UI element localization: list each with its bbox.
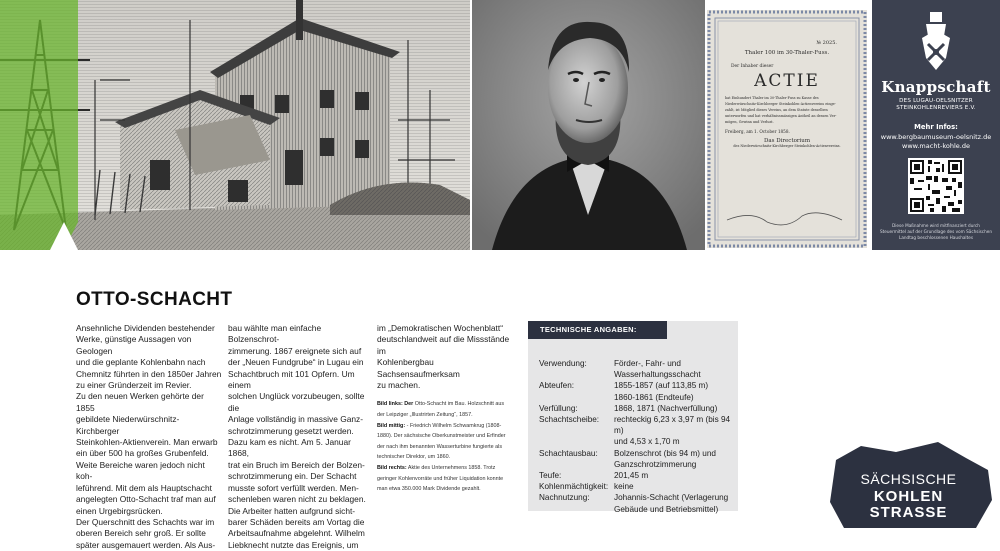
body-line: schrotzimmerung ein. Der Schacht	[228, 471, 357, 482]
body-line: schenleben waren nicht zu beklagen.	[228, 494, 366, 505]
share-title: ACTIE	[754, 71, 820, 91]
route-logo-line-1: SÄCHSISCHE	[860, 471, 957, 487]
funding-note-line: Steuermittel auf der Grundlage des vom Sächsischen	[880, 229, 992, 234]
route-logo-line-2: KOHLEN	[873, 488, 944, 505]
technical-data-label: Nachnutzung:	[539, 493, 590, 503]
body-line: Steinkohlen-Aktienverein. Man erwarb	[76, 437, 218, 448]
body-line: barer Schäden bereits am Vortag die	[228, 516, 365, 527]
caption-right	[377, 463, 517, 495]
technical-data-row	[539, 403, 735, 414]
technical-data-value-line: 1855-1857 (auf 113,85 m)	[614, 381, 709, 391]
body-line: zimmerung. 1867 ereignete sich auf	[228, 345, 362, 356]
technical-data-label: Schachtscheibe:	[539, 415, 600, 425]
technical-data-row	[539, 358, 735, 380]
technical-data-value	[614, 448, 735, 470]
page-title: OTTO-SCHACHT	[76, 289, 233, 310]
technical-data-row	[539, 414, 735, 448]
technical-data-value-line: Förder-, Fahr- und	[614, 359, 681, 368]
body-line: Chemnitz führten in den 1850er Jahren	[76, 368, 222, 379]
body-line: deutschlandweit auf die Missstände im	[377, 334, 510, 356]
caption-line: - Friedrich Wilhelm Schwamkrug (1808-	[406, 422, 502, 429]
technical-data-value	[614, 358, 735, 380]
share-board: Das Directorium	[763, 138, 811, 144]
body-line: im „Demokratischen Wochenblatt“	[377, 323, 503, 333]
engraving-image	[0, 0, 470, 250]
technical-data-label: Verfüllung:	[539, 403, 578, 413]
funding-note-line: Landtag beschlossenen Haushaltes	[899, 235, 973, 240]
body-line: Liebknecht nutzte das Ereignis, um	[228, 539, 359, 550]
technical-data-label: Schachtausbau:	[539, 448, 598, 458]
knappschaft-subtitle	[872, 98, 1000, 112]
image-band	[0, 0, 1000, 250]
body-line: einen Urgebirgsrücken.	[76, 505, 163, 516]
share-board-sub: des Niederwürschnitz-Kirchberger Steinkohlen-Actienvereins.	[733, 144, 841, 148]
technical-data-value-line: Johannis-Schacht (Verlagerung	[614, 493, 729, 503]
technical-data-box	[528, 321, 738, 514]
body-line: Schachtbruch mit 101 Opfern. Um einem	[228, 368, 355, 391]
body-line: Anlage vollständig in massive Ganz-	[228, 414, 363, 425]
share-body-line: mögen, Gewinn und Verlust.	[725, 120, 774, 124]
knappschaft-subtitle-line: STEINKOHLENREVIERS E.V.	[896, 105, 976, 111]
body-column-1	[76, 323, 222, 551]
share-body-line: unterworfen und hat verhältnissmässigen Antheil an dessen Ver-	[725, 114, 837, 118]
technical-data-row	[539, 492, 735, 514]
technical-data-value	[614, 380, 735, 402]
body-line: ein über 500 ha großes Grubenfeld.	[76, 448, 209, 459]
technical-data-row	[539, 481, 735, 492]
caption-line: der nach ihm benannten Wasserturbine fungierte als	[377, 443, 503, 450]
caption-line: technischer Direktor, um 1860.	[377, 454, 451, 461]
engraving-illustration	[0, 0, 470, 250]
knappschaft-subtitle-line: DES LUGAU-OELSNITZER	[899, 98, 973, 104]
technical-data-value	[614, 470, 735, 481]
body-line: Weite Bereiche waren jedoch nicht koh-	[76, 459, 205, 482]
body-line: Werke, günstige Aussagen von Geologen	[76, 334, 192, 356]
technical-data-value-line: Wasserhaltungsschacht	[614, 370, 701, 380]
technical-data-value	[614, 414, 735, 448]
qr-code-icon	[908, 158, 964, 214]
technical-data-value	[614, 403, 735, 414]
technical-data-value-line: und 4,53 x 1,70 m	[614, 437, 680, 447]
qr-code[interactable]	[908, 158, 964, 214]
technical-data-value	[614, 481, 735, 492]
caption-left-label: Bild links: Der	[377, 401, 414, 408]
body-line: Zu den neuen Werken gehörte der 1855	[76, 391, 204, 413]
share-body-line: hat Einhundert Thaler im 30-Thaler-Fuss zu Kasse des	[725, 96, 819, 100]
body-line: gebildete Niederwürschnitz-Kirchberger	[76, 414, 180, 436]
caption-line: Otto-Schacht im Bau. Holzschnitt aus	[414, 401, 505, 408]
share-body	[707, 95, 867, 125]
technical-data-rows	[539, 358, 735, 515]
caption-line: man etwa 350.000 Mark Dividende gezahlt.	[377, 486, 481, 493]
share-bearer: Der Inhaber dieser	[731, 64, 774, 69]
body-line: schrotzimmerung gesetzt werden.	[228, 425, 354, 436]
caption-line: geringer Kohlenvorräte und früher Liquidation konnte	[377, 475, 504, 482]
website-link-museum[interactable]: www.bergbaumuseum-oelsnitz.de	[880, 133, 992, 141]
caption-right-label: Bild rechts:	[377, 465, 407, 471]
image-captions	[377, 399, 517, 494]
body-line: oberen Bereich sehr groß. Er sollte	[76, 528, 206, 539]
body-line: zu machen.	[377, 380, 421, 391]
funding-note	[878, 223, 994, 241]
share-body-line: Niederwürschnitz-Kirchberger Steinkohlen-Actienvereins einge-	[725, 102, 836, 106]
caption-line: 1880). Der sächsische Oberkunstmeister und Erfinder	[377, 433, 506, 440]
body-line: musste sofort verfüllt werden. Men-	[228, 482, 359, 493]
share-number: № 2025.	[816, 40, 837, 46]
technical-data-value-line: Ganzschrotzimmerung	[614, 459, 697, 469]
body-line: leführend. Mit dem als Hauptschacht	[76, 482, 212, 493]
website-link-macht-kohle[interactable]: www.macht-kohle.de	[902, 142, 970, 150]
technical-data-heading: TECHNISCHE ANGABEN:	[528, 321, 667, 339]
body-column-2	[228, 323, 368, 551]
share-body-line: zahlt, ist Mitglied dieses Vereins, an dem Statute desselben	[725, 108, 828, 112]
body-line: trat ein Bruch im Bereich der Bolzen-	[228, 459, 365, 470]
caption-middle	[377, 421, 517, 463]
technical-data-label: Verwendung:	[539, 359, 587, 368]
caption-line: der Leipziger „Illustrirten Zeitung“, 1857.	[377, 412, 473, 419]
technical-data-row	[539, 380, 735, 402]
route-logo-line-3: STRASSE	[869, 504, 948, 521]
technical-data-value-line: 1860-1861 (Endteufe)	[614, 392, 694, 402]
body-line: Dazu kam es nicht. Am 5. Januar 1868,	[228, 437, 351, 459]
body-line: Der Querschnitt des Schachts war im	[76, 516, 215, 527]
technical-data-value	[614, 492, 735, 514]
knappschaft-title: Knappschaft	[881, 78, 991, 96]
body-line: angelegten Otto-Schacht traf man auf	[76, 494, 216, 505]
technical-data-value-line: rechteckig 6,23 x 3,97 m (bis 94 m)	[614, 415, 731, 436]
body-line: Ansehnliche Dividenden bestehender	[76, 323, 215, 333]
share-denomination: Thaler 100 im 30-Thaler-Fuss.	[744, 50, 830, 56]
body-column-3	[377, 323, 517, 495]
body-line: Die Arbeiter hatten aufgrund sicht-	[228, 505, 356, 516]
body-line: und die geplante Kohlenbahn nach	[76, 357, 206, 368]
technical-data-label: Abteufen:	[539, 381, 575, 391]
technical-data-value-line: Gebäude und Betriebsmittel)	[614, 504, 719, 514]
funding-note-line: Diese Maßnahme wird mitfinanziert durch	[892, 223, 980, 228]
knappschaft-panel	[872, 0, 1000, 250]
caption-middle-label: Bild mittig:	[377, 422, 406, 429]
portrait-illustration	[472, 0, 705, 250]
more-info-heading: Mehr Infos:	[914, 123, 958, 131]
body-line: der „Neuen Fundgrube“ in Lugau ein	[228, 357, 364, 368]
body-line: zu einer Gründerzeit im Revier.	[76, 380, 192, 391]
technical-data-value-line: Bolzenschrot (bis 94 m) und	[614, 448, 716, 458]
technical-data-value-line: 201,45 m	[614, 471, 649, 481]
body-line: solchen Unglück vorzubeugen, sollte die	[228, 391, 365, 413]
technical-data-row	[539, 448, 735, 470]
body-line: Arbeitsaufnahme abgelehnt. Wilhelm	[228, 528, 365, 539]
share-place-date: Freiberg, am 1. October 1858.	[725, 129, 790, 134]
knappschaft-emblem-icon	[916, 10, 956, 76]
body-line: Kohlenbergbau Sachsensaufmerksam	[377, 357, 460, 379]
body-line: später ausgemauert werden. Als Aus-	[76, 539, 216, 550]
saechsische-kohlenstrasse-logo	[826, 440, 996, 528]
technical-data-value-line: keine	[614, 482, 634, 492]
technical-data-label: Teufe:	[539, 471, 562, 481]
caption-line: Aktie des Unternehmens 1858. Trotz	[407, 465, 496, 471]
technical-data-row	[539, 470, 735, 481]
caption-left	[377, 399, 517, 420]
share-certificate	[707, 10, 867, 248]
technical-data-value-line: 1868, 1871 (Nachverfüllung)	[614, 403, 718, 413]
body-line: bau wählte man einfache Bolzenschrot-	[228, 323, 322, 345]
portrait-image	[472, 0, 705, 250]
technical-data-label: Kohlenmächtigkeit:	[539, 482, 609, 492]
